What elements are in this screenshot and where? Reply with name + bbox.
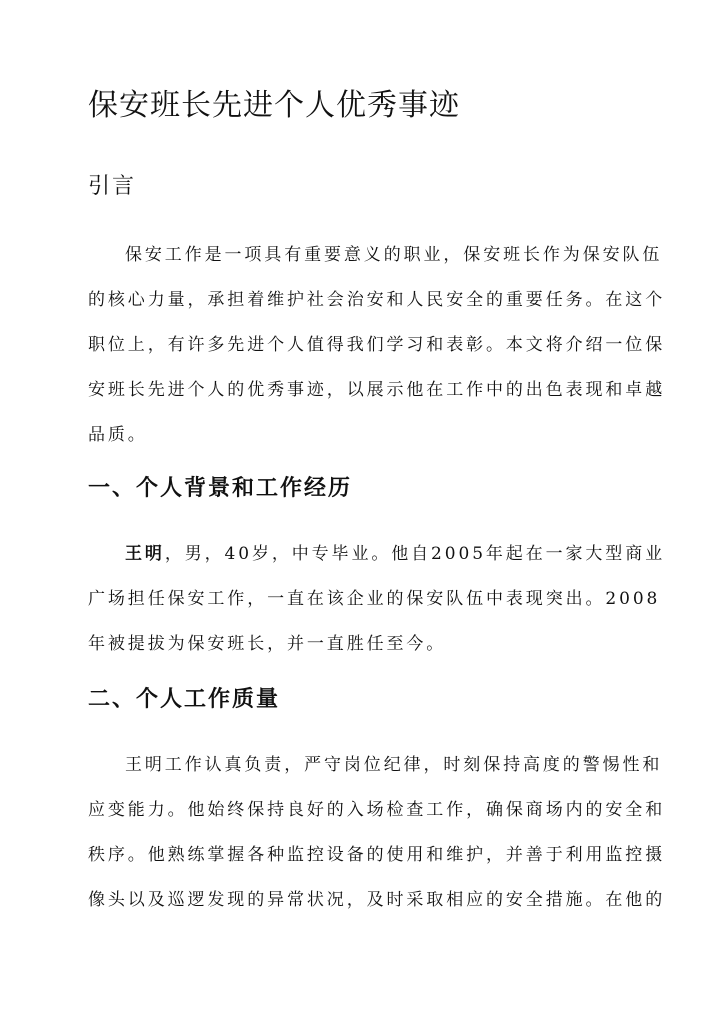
paragraph-line: 品质。 (88, 425, 148, 445)
paragraph-line: 安班长先进个人的优秀事迹，以展示他在工作中的出色表现和卓越 (88, 380, 666, 400)
work-quality-paragraph (88, 743, 666, 923)
background-paragraph (88, 532, 666, 667)
paragraph-line: 像头以及巡逻发现的异常状况，及时采取相应的安全措施。在他的 (88, 890, 666, 910)
paragraph-line-text: ，男，40岁，中专毕业。他自2005年起在一家大型商业 (164, 544, 666, 564)
person-name: 王明 (125, 544, 165, 564)
paragraph-line (88, 532, 666, 577)
document-title: 保安班长先进个人优秀事迹 (88, 88, 460, 123)
paragraph-line: 王明工作认真负责，严守岗位纪律，时刻保持高度的警惕性和 (125, 755, 663, 775)
paragraph-line: 广场担任保安工作，一直在该企业的保安队伍中表现突出。2008 (88, 589, 661, 609)
section-heading-work-quality: 二、个人工作质量 (88, 686, 281, 712)
paragraph-line: 秩序。他熟练掌握各种监控设备的使用和维护，并善于利用监控摄 (88, 845, 666, 865)
paragraph-line: 年被提拔为保安班长，并一直胜任至今。 (88, 634, 447, 654)
paragraph-line: 保安工作是一项具有重要意义的职业，保安班长作为保安队伍 (125, 245, 663, 265)
paragraph-line: 应变能力。他始终保持良好的入场检查工作，确保商场内的安全和 (88, 800, 666, 820)
section-heading-introduction: 引言 (88, 174, 137, 199)
section-heading-background: 一、个人背景和工作经历 (88, 475, 353, 501)
paragraph-line: 职位上，有许多先进个人值得我们学习和表彰。本文将介绍一位保 (88, 335, 666, 355)
introduction-paragraph (88, 233, 666, 458)
paragraph-line: 的核心力量，承担着维护社会治安和人民安全的重要任务。在这个 (88, 290, 666, 310)
